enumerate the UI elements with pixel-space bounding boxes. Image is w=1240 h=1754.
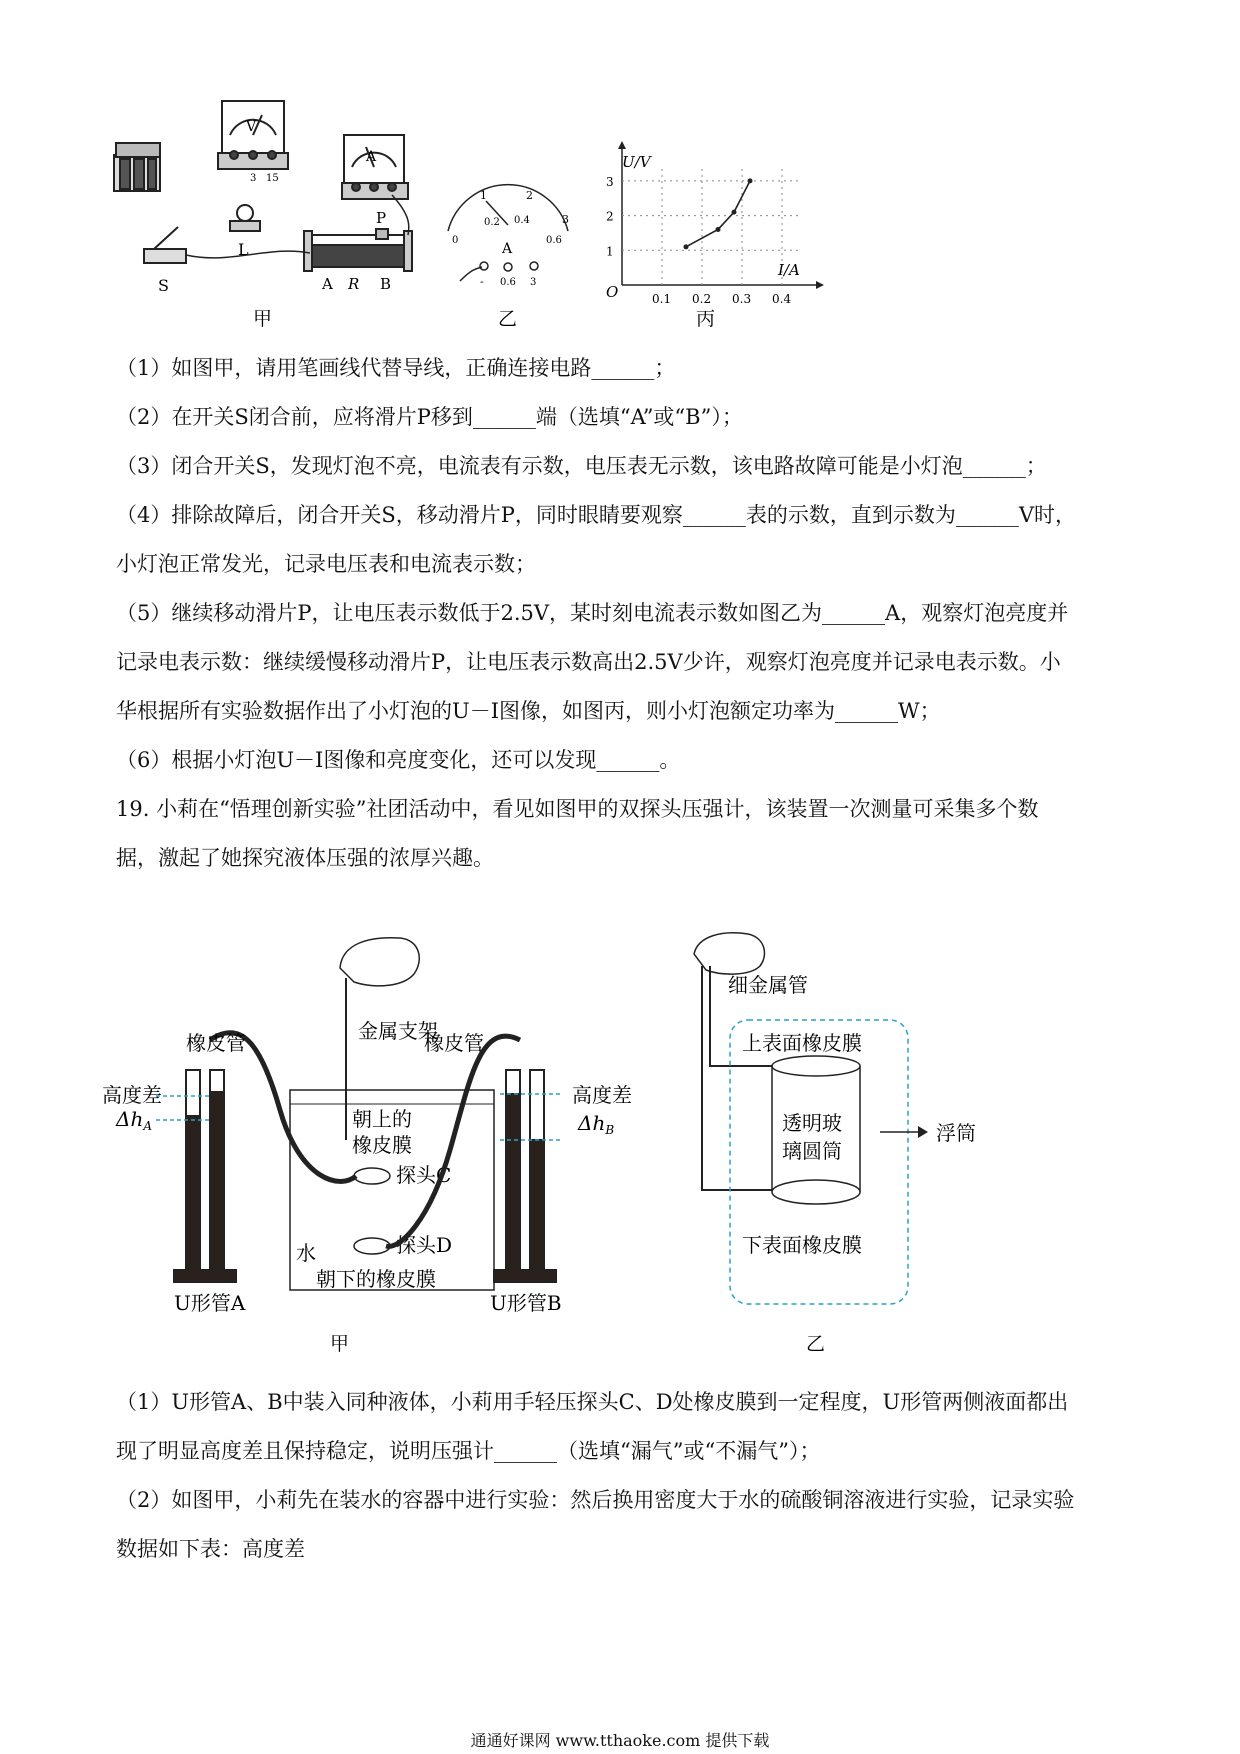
thin-tube-label: 细金属管 bbox=[728, 973, 808, 997]
glass-label-2: 璃圆筒 bbox=[782, 1139, 842, 1163]
probe-d-icon bbox=[354, 1238, 390, 1254]
switch-icon bbox=[144, 227, 186, 263]
dial-terminal-minus: - bbox=[480, 275, 484, 288]
chart-y-tick-0: 1 bbox=[606, 244, 614, 259]
chart-point-2 bbox=[732, 210, 737, 215]
water-label: 水 bbox=[296, 1241, 316, 1265]
dial-terminals-icon bbox=[460, 262, 538, 281]
q18-line-9: （6）根据小灯泡U－I图像和亮度变化，还可以发现______。 bbox=[116, 748, 681, 772]
rheostat-end-a: A bbox=[322, 275, 333, 293]
q19-line-1: （1）U形管A、B中装入同种液体，小莉用手轻压探头C、D处橡皮膜到一定程度，U形管两侧液面都出 bbox=[116, 1390, 1069, 1414]
q18-line-5: 小灯泡正常发光，记录电压表和电流表示数； bbox=[116, 552, 536, 576]
rubber-tube-right-label: 橡皮管 bbox=[424, 1031, 484, 1055]
figure-yi-caption: 乙 bbox=[498, 308, 518, 330]
chart-y-label: U/V bbox=[622, 153, 651, 171]
ammeter-label: A bbox=[366, 149, 377, 165]
wire-ammeter-rheostat bbox=[392, 195, 409, 235]
question-19-intro bbox=[116, 785, 1126, 883]
thin-metal-tube bbox=[702, 966, 772, 1190]
chart-point-3 bbox=[748, 178, 753, 183]
chart-x-label: I/A bbox=[778, 261, 800, 279]
chart-x-tick-3: 0.4 bbox=[772, 292, 792, 306]
figure-1-circuit bbox=[110, 95, 910, 385]
q18-line-8: 华根据所有实验数据作出了小灯泡的U－I图像，如图丙，则小灯泡额定功率为______W； bbox=[116, 699, 941, 723]
dial-unit: A bbox=[502, 241, 513, 257]
bottom-membrane-label: 下表面橡皮膜 bbox=[742, 1233, 862, 1257]
dial-tick-top-1: 1 bbox=[480, 189, 487, 202]
dial-tick-bottom-02: 0.2 bbox=[484, 217, 500, 228]
up-membrane-label-1: 朝上的 bbox=[352, 1107, 412, 1131]
probe-c-label: 探头C bbox=[396, 1163, 452, 1187]
u-tube-a-label: U形管A bbox=[174, 1291, 246, 1315]
u-tube-b-label: U形管B bbox=[490, 1291, 562, 1315]
rheostat-end-b: B bbox=[380, 275, 392, 293]
up-membrane-label-2: 橡皮膜 bbox=[352, 1133, 412, 1157]
probe-d-label: 探头D bbox=[396, 1233, 453, 1257]
voltmeter-terminal-3: 3 bbox=[250, 173, 257, 184]
chart-series-line bbox=[686, 181, 750, 247]
u-tube-b-icon bbox=[494, 1070, 556, 1282]
voltmeter-icon bbox=[218, 101, 288, 169]
voltmeter-label: V bbox=[246, 119, 257, 135]
dial-tick-top-2: 2 bbox=[526, 189, 533, 202]
rheostat-label: R bbox=[348, 275, 360, 293]
q19-intro-line-1: 19. 小莉在“悟理创新实验”社团活动中，看见如图甲的双探头压强计，该装置一次测量可采集多个数 bbox=[116, 797, 1039, 821]
dial-terminal-06: 0.6 bbox=[500, 277, 516, 288]
slider-label: P bbox=[376, 209, 387, 227]
q18-line-1: （1）如图甲，请用笔画线代替导线，正确连接电路______； bbox=[116, 356, 676, 380]
figure-jia-caption: 甲 bbox=[253, 308, 273, 330]
chart-x-tick-2: 0.3 bbox=[732, 292, 752, 306]
arrow-head-icon bbox=[918, 1126, 928, 1138]
question-19-block bbox=[116, 1378, 1126, 1574]
rheostat-icon bbox=[304, 229, 412, 271]
q18-line-3: （3）闭合开关S，发现灯泡不亮，电流表有示数，电压表无示数，该电路故障可能是小灯泡______； bbox=[116, 454, 1047, 478]
hand-icon bbox=[340, 938, 419, 986]
q19-line-2: 现了明显高度差且保持稳定，说明压强计______（选填“漏气”或“不漏气”）； bbox=[116, 1439, 821, 1463]
chart-point-1 bbox=[716, 227, 721, 232]
float-label: 浮筒 bbox=[936, 1121, 976, 1145]
glass-label-1: 透明玻 bbox=[782, 1111, 842, 1135]
figure2-yi-caption: 乙 bbox=[806, 1333, 826, 1355]
chart-x-tick-1: 0.2 bbox=[692, 292, 712, 306]
q19-line-3: （2）如图甲，小莉先在装水的容器中进行实验：然后换用密度大于水的硫酸铜溶液进行实验，记录实验 bbox=[116, 1488, 1075, 1512]
chart-x-tick-0: 0.1 bbox=[652, 292, 672, 306]
chart-y-tick-1: 2 bbox=[606, 209, 614, 224]
dial-tick-bottom-0: 0 bbox=[452, 235, 459, 246]
ammeter-icon bbox=[342, 135, 408, 199]
q19-intro-line-2: 据，激起了她探究液体压强的浓厚兴趣。 bbox=[116, 846, 494, 870]
figure-bing-caption: 丙 bbox=[696, 308, 716, 330]
q19-line-4: 数据如下表：高度差 bbox=[116, 1537, 305, 1561]
down-membrane-label: 朝下的橡皮膜 bbox=[316, 1267, 436, 1291]
chart-origin-label: O bbox=[606, 283, 619, 301]
height-diff-b-label: 高度差 bbox=[572, 1083, 632, 1107]
metal-frame-label: 金属支架 bbox=[358, 1019, 438, 1043]
figure2-jia-caption: 甲 bbox=[330, 1333, 350, 1355]
dial-tick-top-3: 3 bbox=[562, 213, 569, 226]
chart-point-0 bbox=[684, 244, 689, 249]
lamp-icon bbox=[230, 205, 260, 231]
dh-a-label: $\Delta h_A$ bbox=[116, 1107, 152, 1133]
lamp-label: L bbox=[238, 240, 249, 259]
q18-line-4: （4）排除故障后，闭合开关S，移动滑片P，同时眼睛要观察______表的示数，直到示数为______V时， bbox=[116, 503, 1077, 527]
chart-y-tick-2: 3 bbox=[606, 174, 614, 189]
chart-y-arrow-icon bbox=[618, 141, 626, 149]
rubber-tube-left-label: 橡皮管 bbox=[186, 1031, 246, 1055]
battery-icon bbox=[114, 143, 160, 191]
hand-icon-2 bbox=[694, 933, 764, 974]
dial-tick-bottom-04: 0.4 bbox=[514, 215, 530, 226]
switch-label: S bbox=[158, 276, 169, 295]
u-tube-a-icon bbox=[174, 1070, 236, 1282]
page-footer: 通通好课网 www.tthaoke.com 提供下载 bbox=[470, 1731, 770, 1750]
top-membrane-label: 上表面橡皮膜 bbox=[742, 1031, 862, 1055]
q18-line-7: 记录电表示数：继续缓慢移动滑片P，让电压表示数高出2.5V少许，观察灯泡亮度并记录电表示数。小 bbox=[116, 650, 1061, 674]
voltmeter-terminal-15: 15 bbox=[266, 173, 279, 184]
q18-line-6: （5）继续移动滑片P，让电压表示数低于2.5V，某时刻电流表示数如图乙为______A，观察灯泡亮度并 bbox=[116, 601, 1069, 625]
height-diff-a-label: 高度差 bbox=[102, 1083, 162, 1107]
dh-b-label: $\Delta h_B$ bbox=[578, 1111, 615, 1137]
figure-2-pressure bbox=[102, 930, 990, 1360]
question-18-block bbox=[116, 344, 1126, 785]
dial-terminal-3: 3 bbox=[530, 277, 537, 288]
dial-tick-bottom-06: 0.6 bbox=[546, 235, 562, 246]
probe-c-icon bbox=[354, 1168, 390, 1184]
chart-x-arrow-icon bbox=[816, 281, 824, 289]
ammeter-dial-icon bbox=[448, 185, 568, 231]
q18-line-2: （2）在开关S闭合前，应将滑片P移到______端（选填“A”或“B”）； bbox=[116, 405, 743, 429]
